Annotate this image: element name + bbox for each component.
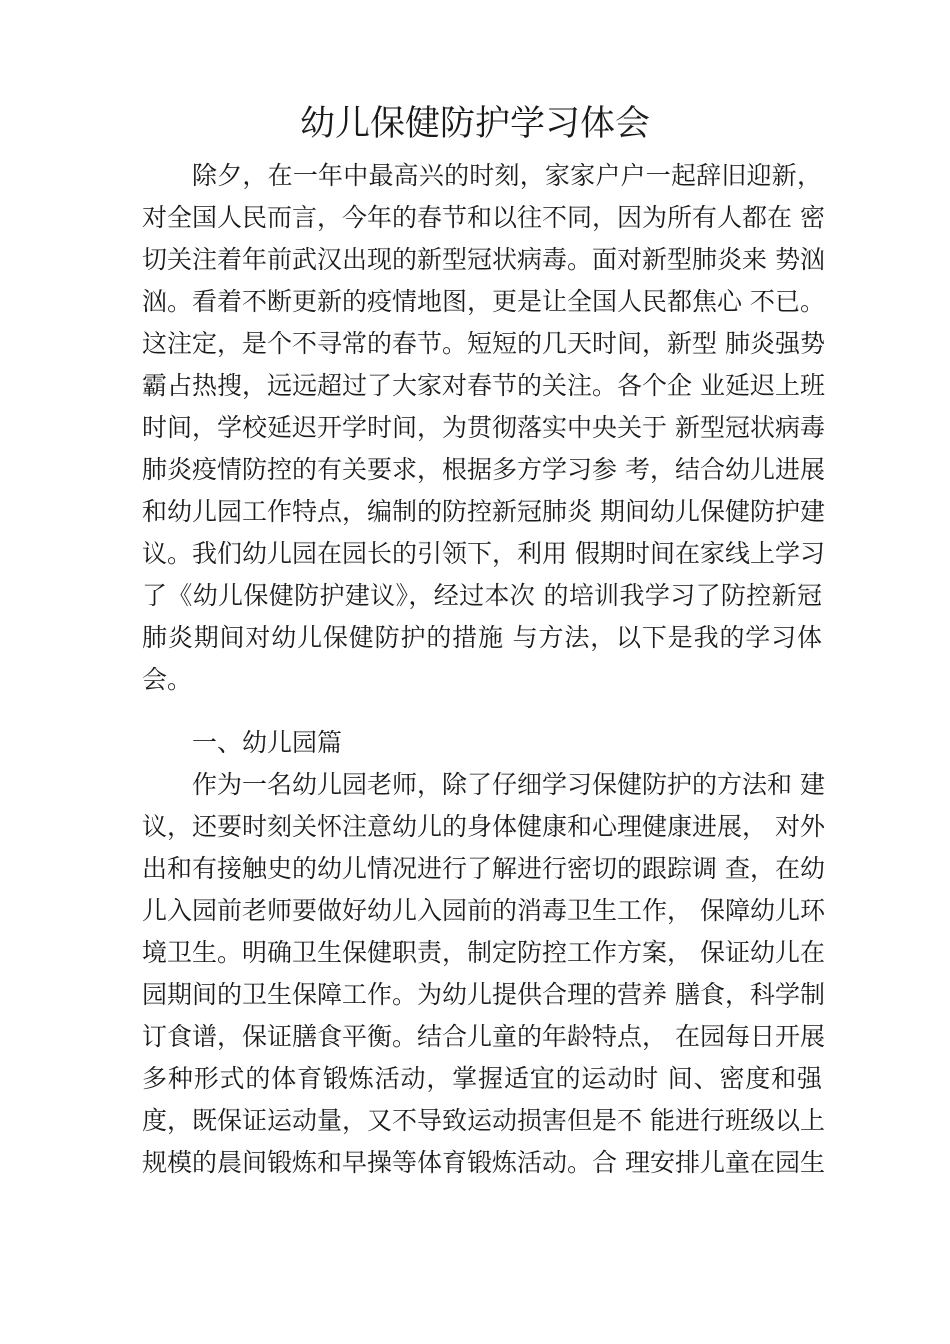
paragraph-line: 多种形式的体育锻炼活动，掌握适宜的运动时 间、密度和强 <box>142 1064 822 1093</box>
paragraph-line: 订食谱，保证膳食平衡。结合儿童的年龄特点， 在园每日开展 <box>142 1022 825 1051</box>
paragraph-line: 切关注着年前武汉出现的新型冠状病毒。面对新型肺炎来 势汹 <box>142 245 825 274</box>
paragraph-line: 时间，学校延迟开学时间，为贯彻落实中央关于 新型冠状病毒 <box>142 413 825 442</box>
paragraph-line: 规模的晨间锻炼和早操等体育锻炼活动。合 理安排儿童在园生 <box>142 1148 825 1177</box>
paragraph-line: 了《幼儿保健防护建议》，经过本次 的培训我学习了防控新冠 <box>142 581 822 610</box>
paragraph-line: 议。我们幼儿园在园长的引领下，利用 假期时间在家线上学习 <box>142 539 825 568</box>
paragraph-line: 肺炎疫情防控的有关要求，根据多方学习参 考，结合幼儿进展 <box>142 455 825 484</box>
paragraph-line: 霸占热搜，远远超过了大家对春节的关注。各个企 业延迟上班 <box>142 371 825 400</box>
section-heading: 一、幼儿园篇 <box>192 728 343 757</box>
paragraph-line: 儿入园前老师要做好幼儿入园前的消毒卫生工作， 保障幼儿环 <box>142 896 825 925</box>
paragraph-line: 境卫生。明确卫生保健职责，制定防控工作方案， 保证幼儿在 <box>142 938 825 967</box>
paragraph-line: 出和有接触史的幼儿情况进行了解进行密切的跟踪调 查，在幼 <box>142 854 825 883</box>
section-paragraph <box>142 764 825 1184</box>
paragraph-line: 园期间的卫生保障工作。为幼儿提供合理的营养 膳食，科学制 <box>142 980 825 1009</box>
document-title: 幼儿保健防护学习体会 <box>299 104 650 144</box>
paragraph-line: 汹。看着不断更新的疫情地图，更是让全国人民都焦心 不已。 <box>142 287 825 316</box>
paragraph-line: 这注定，是个不寻常的春节。短短的几天时间，新型 肺炎强势 <box>142 329 825 358</box>
paragraph-line: 作为一名幼儿园老师，除了仔细学习保健防护的方法和 建 <box>192 770 825 799</box>
paragraph-line: 肺炎期间对幼儿保健防护的措施 与方法，以下是我的学习体 <box>142 623 822 652</box>
paragraph-line: 和幼儿园工作特点，编制的防控新冠肺炎 期间幼儿保健防护建 <box>142 497 825 526</box>
intro-paragraph <box>142 155 825 701</box>
paragraph-line: 除夕，在一年中最高兴的时刻，家家户户一起辞旧迎新， <box>192 161 822 190</box>
paragraph-line: 度，既保证运动量，又不导致运动损害但是不 能进行班级以上 <box>142 1106 825 1135</box>
paragraph-line: 对全国人民而言，今年的春节和以往不同，因为所有人都在 密 <box>142 203 825 232</box>
paragraph-line: 会。 <box>142 665 193 694</box>
paragraph-line: 议，还要时刻关怀注意幼儿的身体健康和心理健康进展， 对外 <box>142 812 825 841</box>
